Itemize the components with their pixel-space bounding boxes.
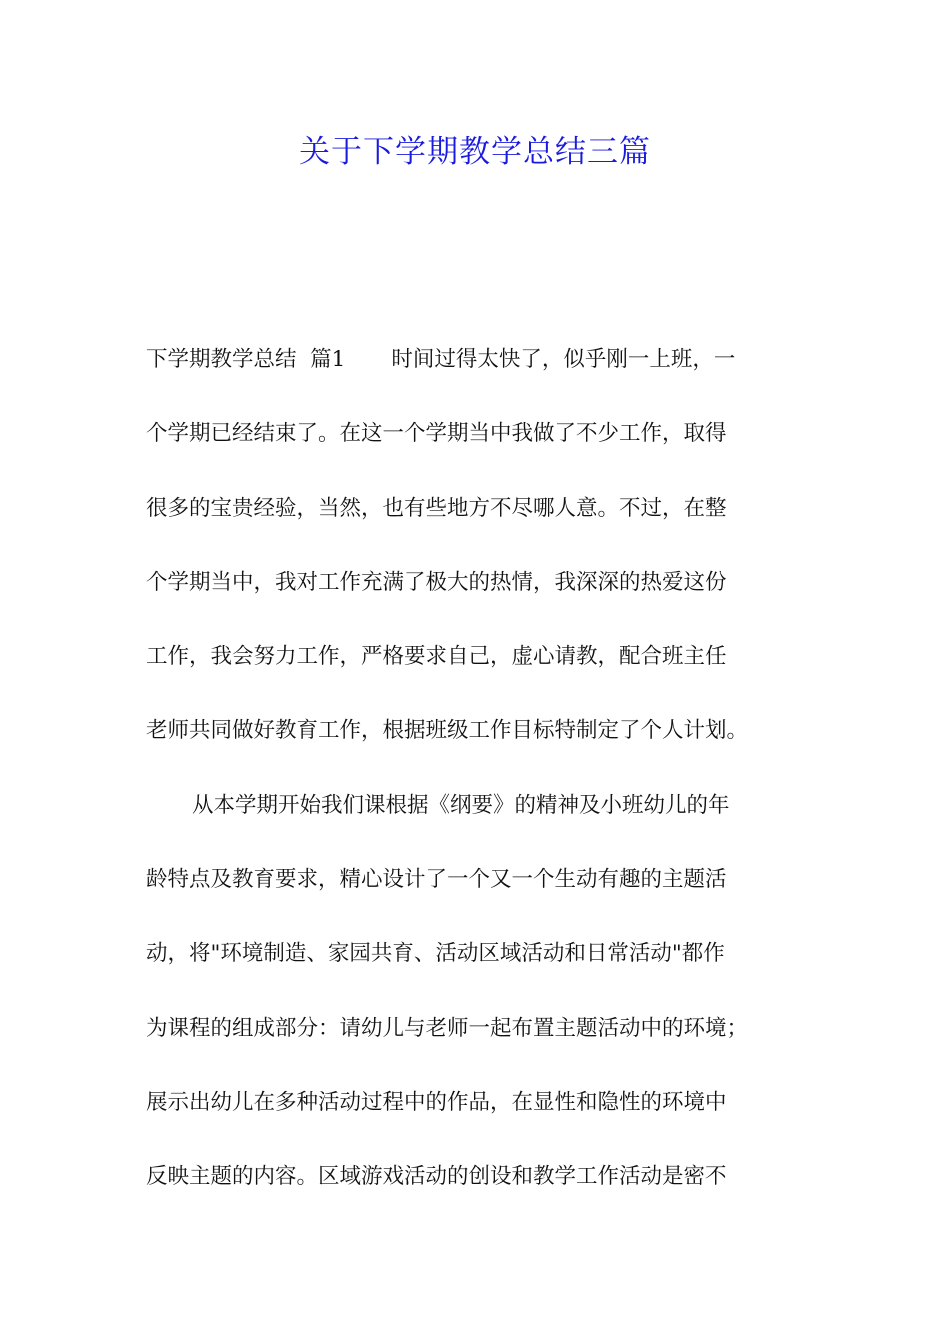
paragraph-line xyxy=(146,340,818,414)
paragraph-text: 从本学期开始我们课根据《纲要》的精神及小班幼儿的年 xyxy=(192,792,730,818)
paragraph-line: 反映主题的内容。区域游戏活动的创设和教学工作活动是密不 xyxy=(146,1164,727,1190)
paragraph-line: 老师共同做好教育工作，根据班级工作目标特制定了个人计划。 xyxy=(146,718,749,744)
document-title: 关于下学期教学总结三篇 xyxy=(299,134,651,170)
paragraph-line: 很多的宝贵经验，当然，也有些地方不尽哪人意。不过，在整 xyxy=(146,495,727,521)
paragraph-line: 个学期当中，我对工作充满了极大的热情，我深深的热爱这份 xyxy=(146,569,727,595)
paragraph-text: 时间过得太快了，似乎刚一上班，一 xyxy=(391,347,736,372)
paragraph-line xyxy=(146,786,818,860)
paragraph-line: 动，将"环境制造、家园共育、活动区域活动和日常活动"都作 xyxy=(146,941,725,967)
paragraph-line: 为课程的组成部分：请幼儿与老师一起布置主题活动中的环境； xyxy=(146,1015,749,1041)
paragraph-line: 个学期已经结束了。在这一个学期当中我做了不少工作，取得 xyxy=(146,421,727,447)
document-body xyxy=(146,340,818,1232)
section-heading: 下学期教学总结 篇1 xyxy=(146,347,346,372)
paragraph-line: 龄特点及教育要求，精心设计了一个又一个生动有趣的主题活 xyxy=(146,867,727,893)
paragraph-line: 展示出幼儿在多种活动过程中的作品，在显性和隐性的环境中 xyxy=(146,1089,727,1115)
paragraph-line: 工作，我会努力工作，严格要求自己，虚心请教，配合班主任 xyxy=(146,644,727,670)
